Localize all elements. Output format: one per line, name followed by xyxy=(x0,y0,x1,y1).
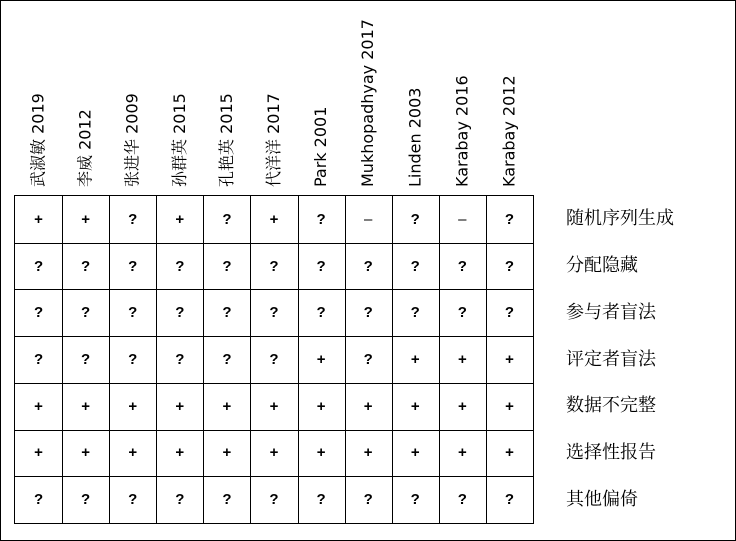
rating-cell: ? xyxy=(222,350,232,368)
rating-cell: ? xyxy=(81,257,91,275)
study-label: 武淑敏 2019 xyxy=(28,93,48,187)
rating-cell: + xyxy=(316,444,326,462)
rating-cell: + xyxy=(128,444,138,462)
rating-cell: + xyxy=(410,397,420,415)
study-label: Park 2001 xyxy=(311,106,331,187)
rating-cell: ? xyxy=(128,257,138,275)
rating-cell: ? xyxy=(316,210,326,228)
rating-cell: ? xyxy=(457,491,467,509)
rating-cell: ? xyxy=(363,350,373,368)
rating-cell: + xyxy=(316,397,326,415)
study-label: Karabay 2016 xyxy=(452,75,472,187)
study-label: Mukhopadhyay 2017 xyxy=(358,19,378,187)
rating-cell: + xyxy=(269,397,279,415)
risk-of-bias-table xyxy=(14,195,534,524)
rating-cell: ? xyxy=(316,304,326,322)
rating-cell: ? xyxy=(363,304,373,322)
rating-cell: ? xyxy=(33,350,44,368)
rating-cell: ? xyxy=(269,257,279,275)
rating-cell: ? xyxy=(457,304,467,322)
rating-cell: + xyxy=(81,444,90,462)
rating-cell: ? xyxy=(81,491,91,509)
bias-domain-label: 数据不完整 xyxy=(566,395,656,417)
bias-domain-label: 随机序列生成 xyxy=(566,208,674,230)
rating-cell: + xyxy=(505,444,514,462)
rating-cell: ? xyxy=(128,350,138,368)
rating-cell: ? xyxy=(128,304,138,322)
study-label: 代洋洋 2017 xyxy=(264,93,283,187)
rating-cell: ? xyxy=(410,491,420,509)
rating-cell: + xyxy=(363,397,373,415)
rating-cell: ? xyxy=(316,491,326,509)
rating-cell: + xyxy=(175,397,185,415)
study-label: Karabay 2012 xyxy=(499,75,519,187)
rating-cell: – xyxy=(363,210,373,228)
rating-cell: + xyxy=(34,444,43,462)
study-label: Linden 2003 xyxy=(405,87,425,187)
rating-cell: ? xyxy=(504,210,515,228)
rating-cell: ? xyxy=(81,304,91,322)
bias-domain-label: 其他偏倚 xyxy=(566,488,638,510)
rating-cell: + xyxy=(222,444,232,462)
rating-cell: + xyxy=(316,350,326,368)
rating-cell: + xyxy=(175,210,185,228)
study-label: 李威 2012 xyxy=(75,109,95,187)
rating-cell: ? xyxy=(410,304,420,322)
rating-cell: + xyxy=(128,397,138,415)
rating-cell: ? xyxy=(128,210,138,228)
rating-cell: ? xyxy=(222,210,232,228)
bias-domain-label: 分配隐藏 xyxy=(566,255,638,277)
rating-cell: ? xyxy=(410,257,420,275)
rating-cell: + xyxy=(410,444,420,462)
rating-cell: – xyxy=(458,210,467,228)
rating-cell: ? xyxy=(81,350,91,368)
rating-cell: + xyxy=(222,397,232,415)
rating-cell: ? xyxy=(175,304,185,322)
rating-cell: ? xyxy=(504,304,515,322)
rating-cell: + xyxy=(34,397,43,415)
rating-cell: ? xyxy=(269,491,279,509)
rating-cell: + xyxy=(363,444,373,462)
rating-cell: ? xyxy=(128,491,138,509)
rating-cell: + xyxy=(505,350,514,368)
bias-domain-label: 选择性报告 xyxy=(566,441,656,463)
rating-cell: + xyxy=(457,397,467,415)
rating-cell: + xyxy=(457,350,467,368)
rating-cell: + xyxy=(410,350,420,368)
rating-cell: ? xyxy=(33,304,44,322)
rating-cell: ? xyxy=(222,491,232,509)
rating-cell: + xyxy=(457,444,467,462)
rating-cell: ? xyxy=(316,257,326,275)
rating-cell: ? xyxy=(363,257,373,275)
bias-domain-label: 参与者盲法 xyxy=(566,301,656,323)
study-label: 孔艳英 2015 xyxy=(216,93,236,187)
rating-cell: + xyxy=(505,397,514,415)
rating-cell: ? xyxy=(175,350,185,368)
study-label: 张进华 2009 xyxy=(122,93,142,187)
rating-cell: + xyxy=(269,444,279,462)
rating-cell: + xyxy=(81,210,90,228)
rating-cell: ? xyxy=(33,257,44,275)
rating-cell: ? xyxy=(457,257,467,275)
rating-cell: + xyxy=(81,397,90,415)
rating-cell: ? xyxy=(504,491,515,509)
rating-cell: ? xyxy=(410,210,420,228)
rating-cell: ? xyxy=(33,491,44,509)
study-label: 孙群英 2015 xyxy=(169,93,189,187)
rating-cell: ? xyxy=(222,304,232,322)
rating-cell: + xyxy=(175,444,185,462)
rating-cell: + xyxy=(34,210,43,228)
rating-cell: ? xyxy=(363,491,373,509)
rating-cell: + xyxy=(269,210,279,228)
rating-cell: ? xyxy=(175,257,185,275)
rating-cell: ? xyxy=(222,257,232,275)
rating-cell: ? xyxy=(175,491,185,509)
rating-cell: ? xyxy=(504,257,515,275)
rating-cell: ? xyxy=(269,304,279,322)
bias-domain-label: 评定者盲法 xyxy=(566,348,656,370)
rating-cell: ? xyxy=(269,350,279,368)
